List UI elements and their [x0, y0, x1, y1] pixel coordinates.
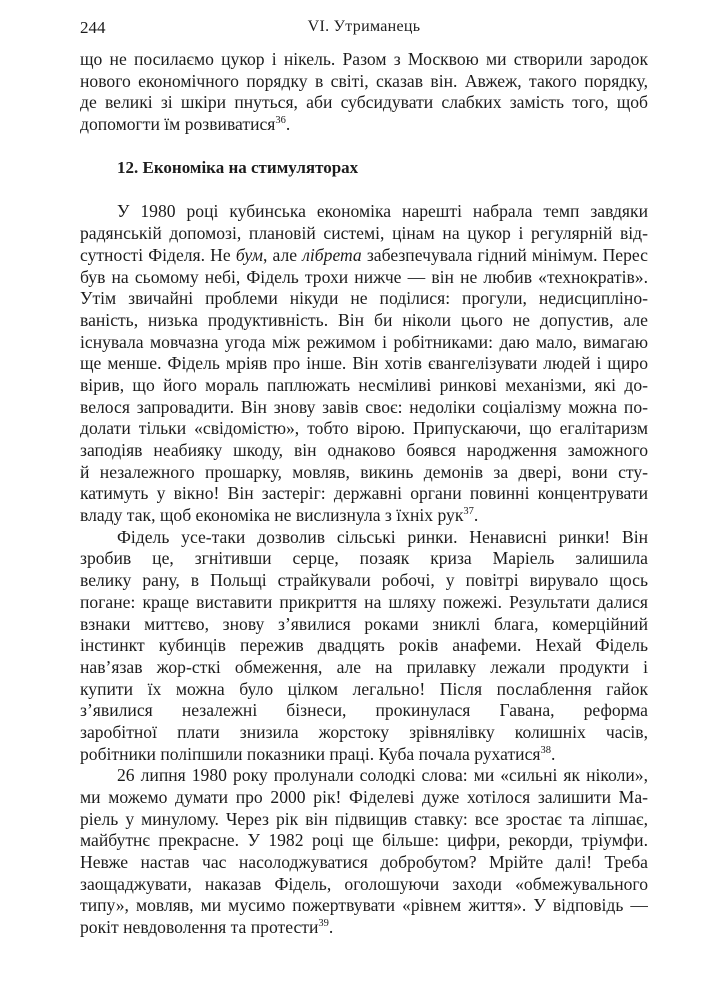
paragraph [80, 201, 648, 526]
text-line [80, 570, 648, 592]
page-number: 244 [80, 18, 106, 37]
text-segment: заощаджувати, наказав Фідель, оголошуючи заходи «обмежувального [80, 873, 648, 894]
text-line [80, 201, 648, 223]
text-line [80, 527, 648, 549]
text-line [80, 49, 648, 71]
text-segment: велося запровадити. Він знову завів своє: недоліки соціалізму можна по- [80, 396, 648, 417]
text-segment: майбутнє прекрасне. У 1982 році ще більше: цифри, рекорди, тріумфи. [80, 830, 648, 851]
text-segment: нового економічного порядку в світі, сказав він. Авжеж, такого порядку, [80, 70, 648, 91]
italic-term: бум [235, 244, 264, 265]
text-segment: велику рану, в Польщі страйкували робочі, у повітрі вирувало щось [80, 570, 648, 591]
text-line: допомогти їм розвиватися$^{36}$. [80, 114, 291, 135]
text-line [80, 657, 648, 679]
paragraph [80, 49, 648, 136]
text-line [80, 267, 648, 289]
text-line [80, 92, 648, 114]
text-segment: де великі зі шкіри пнуться, аби субсидувати слабких замість того, щоб [80, 92, 648, 113]
text-line [80, 332, 648, 354]
text-line [80, 353, 648, 375]
italic-term: лібрета [302, 244, 362, 265]
body-text [80, 49, 648, 939]
text-segment: Утім звичайні проблеми нікуди не поділися: прогули, недисципліно- [80, 288, 648, 309]
text-line [80, 223, 648, 245]
text-line [80, 895, 648, 917]
text-line [80, 462, 648, 484]
text-line [80, 71, 648, 93]
text-segment: Фідель усе-таки дозволив сільські ринки. Ненависні ринки! Він [117, 526, 648, 547]
text-line: рокіт невдоволення та протести$^{39}$. [80, 917, 334, 938]
text-segment: 26 липня 1980 року пролунали солодкі слова: ми «сильні як ніколи», [117, 765, 648, 786]
paragraph [80, 527, 648, 766]
text-segment: був на сьомому небі, Фідель трохи нижче — він не любив «технократів». [80, 266, 648, 287]
text-segment: погане: краще виставити прикриття на шляху пожежі. Результати далися [80, 591, 648, 612]
text-line [80, 245, 648, 267]
section-heading: 12. Економіка на стимуляторах [117, 157, 359, 177]
text-segment: існувала мовчазна угода між режимом і робітниками: даю мало, вимагаю [80, 331, 648, 352]
text-line [80, 375, 648, 397]
text-segment: взнаки миттєво, знову з’явилися роками зниклі блага, комерційний [80, 613, 648, 634]
text-segment: заподіяв неабияку шкоду, він однаково боявся народження заможного [80, 440, 648, 460]
text-segment: радянській допомозі, плановій системі, цінам на цукор і регулярній від- [80, 223, 648, 244]
text-line [80, 809, 648, 831]
text-line [80, 483, 648, 505]
text-line [80, 397, 648, 419]
footnote-ref: 37 [463, 506, 474, 518]
text-line: владу так, щоб економіка не вислизнула з їхніх рук$^{37}$. [80, 505, 479, 526]
text-line: робітники поліпшили показники праці. Куба почала рухатися$^{38}$. [80, 743, 556, 764]
text-segment: забезпечувала гідний мінімум. Перес [361, 244, 648, 265]
text-line [80, 679, 648, 701]
text-segment: , але [263, 244, 303, 265]
page-header [80, 18, 648, 42]
text-segment: сутності Фіделя. Не [80, 244, 236, 265]
text-segment: Невже настав час насолоджуватися добробутом? Мрійте далі! Треба [80, 852, 648, 873]
footnote-ref: 38 [540, 744, 551, 756]
text-segment: ріель у минулому. Через рік він підвищив ставку: все зростає та ліпшає, [80, 808, 648, 829]
text-line [80, 418, 648, 440]
text-segment: й незалежного прошарку, мовляв, викинь демонів за двері, вони сту- [80, 461, 648, 482]
text-segment: вірив, що його мораль паплюжать несміливі ринкові механізми, які до- [80, 374, 648, 395]
text-line [80, 765, 648, 787]
text-line [80, 700, 648, 722]
running-title: VI. Утриманець [307, 18, 421, 35]
text-line [80, 852, 648, 874]
text-segment: робітники поліпшили показники праці. Куба почала рухатися [80, 743, 541, 764]
text-segment: типу», мовляв, ми мусимо пожертвувати «рівнем життя». У відповідь — [80, 895, 648, 916]
text-line [80, 592, 648, 614]
text-line [80, 635, 648, 657]
text-segment: нав’язав жор-сткі обмеження, але на прилавку лежали продукти і [80, 656, 648, 677]
text-line [80, 787, 648, 809]
text-line [80, 614, 648, 636]
text-line [80, 288, 648, 310]
footnote-ref: 36 [275, 115, 286, 127]
text-segment: зробив це, згнітивши серце, позаяк криза Маріель залишила [80, 548, 648, 569]
paragraph [80, 765, 648, 939]
text-line [80, 830, 648, 852]
text-line [80, 440, 648, 462]
text-line [80, 722, 648, 744]
text-segment: допомогти їм розвиватися [80, 114, 276, 135]
text-segment: заробітної плати знизила жорстоку зрівнялівку колишніх часів, [80, 721, 648, 742]
text-line [80, 874, 648, 896]
text-segment: рокіт невдоволення та протести [80, 917, 319, 938]
text-segment: ще менше. Фідель мріяв про інше. Він хотів євангелізувати людей і щиро [80, 353, 648, 374]
text-segment: що не посилаємо цукор і нікель. Разом з Москвою ми створили зародок [80, 49, 648, 69]
text-segment: У 1980 році кубинська економіка нарешті набрала темп завдяки [117, 201, 648, 222]
footnote-ref: 39 [318, 918, 329, 930]
text-line [80, 310, 648, 332]
text-segment: владу так, щоб економіка не вислизнула з їхніх рук [80, 505, 464, 526]
text-segment: інстинкт кубинців пережив двадцять років анафеми. Нехай Фідель [80, 635, 648, 656]
text-segment: купити їх можна було цілком легально! Після послаблення гайок [80, 678, 648, 699]
text-segment: долати тільки «свідомістю», тобто вірою. Припускаючи, що егалітаризм [80, 418, 648, 439]
text-segment: ми можемо думати про 2000 рік! Фіделеві дуже хотілося залишити Ма- [80, 787, 648, 807]
text-segment: з’явилися незалежні бізнеси, прокинулася Гавана, реформа [80, 700, 648, 721]
text-segment: катимуть у вікно! Він застеріг: державні органи повинні концентрувати [80, 483, 648, 504]
text-segment: ваність, низька продуктивність. Він би ніколи цього не допустив, але [80, 309, 648, 330]
text-line [80, 548, 648, 570]
